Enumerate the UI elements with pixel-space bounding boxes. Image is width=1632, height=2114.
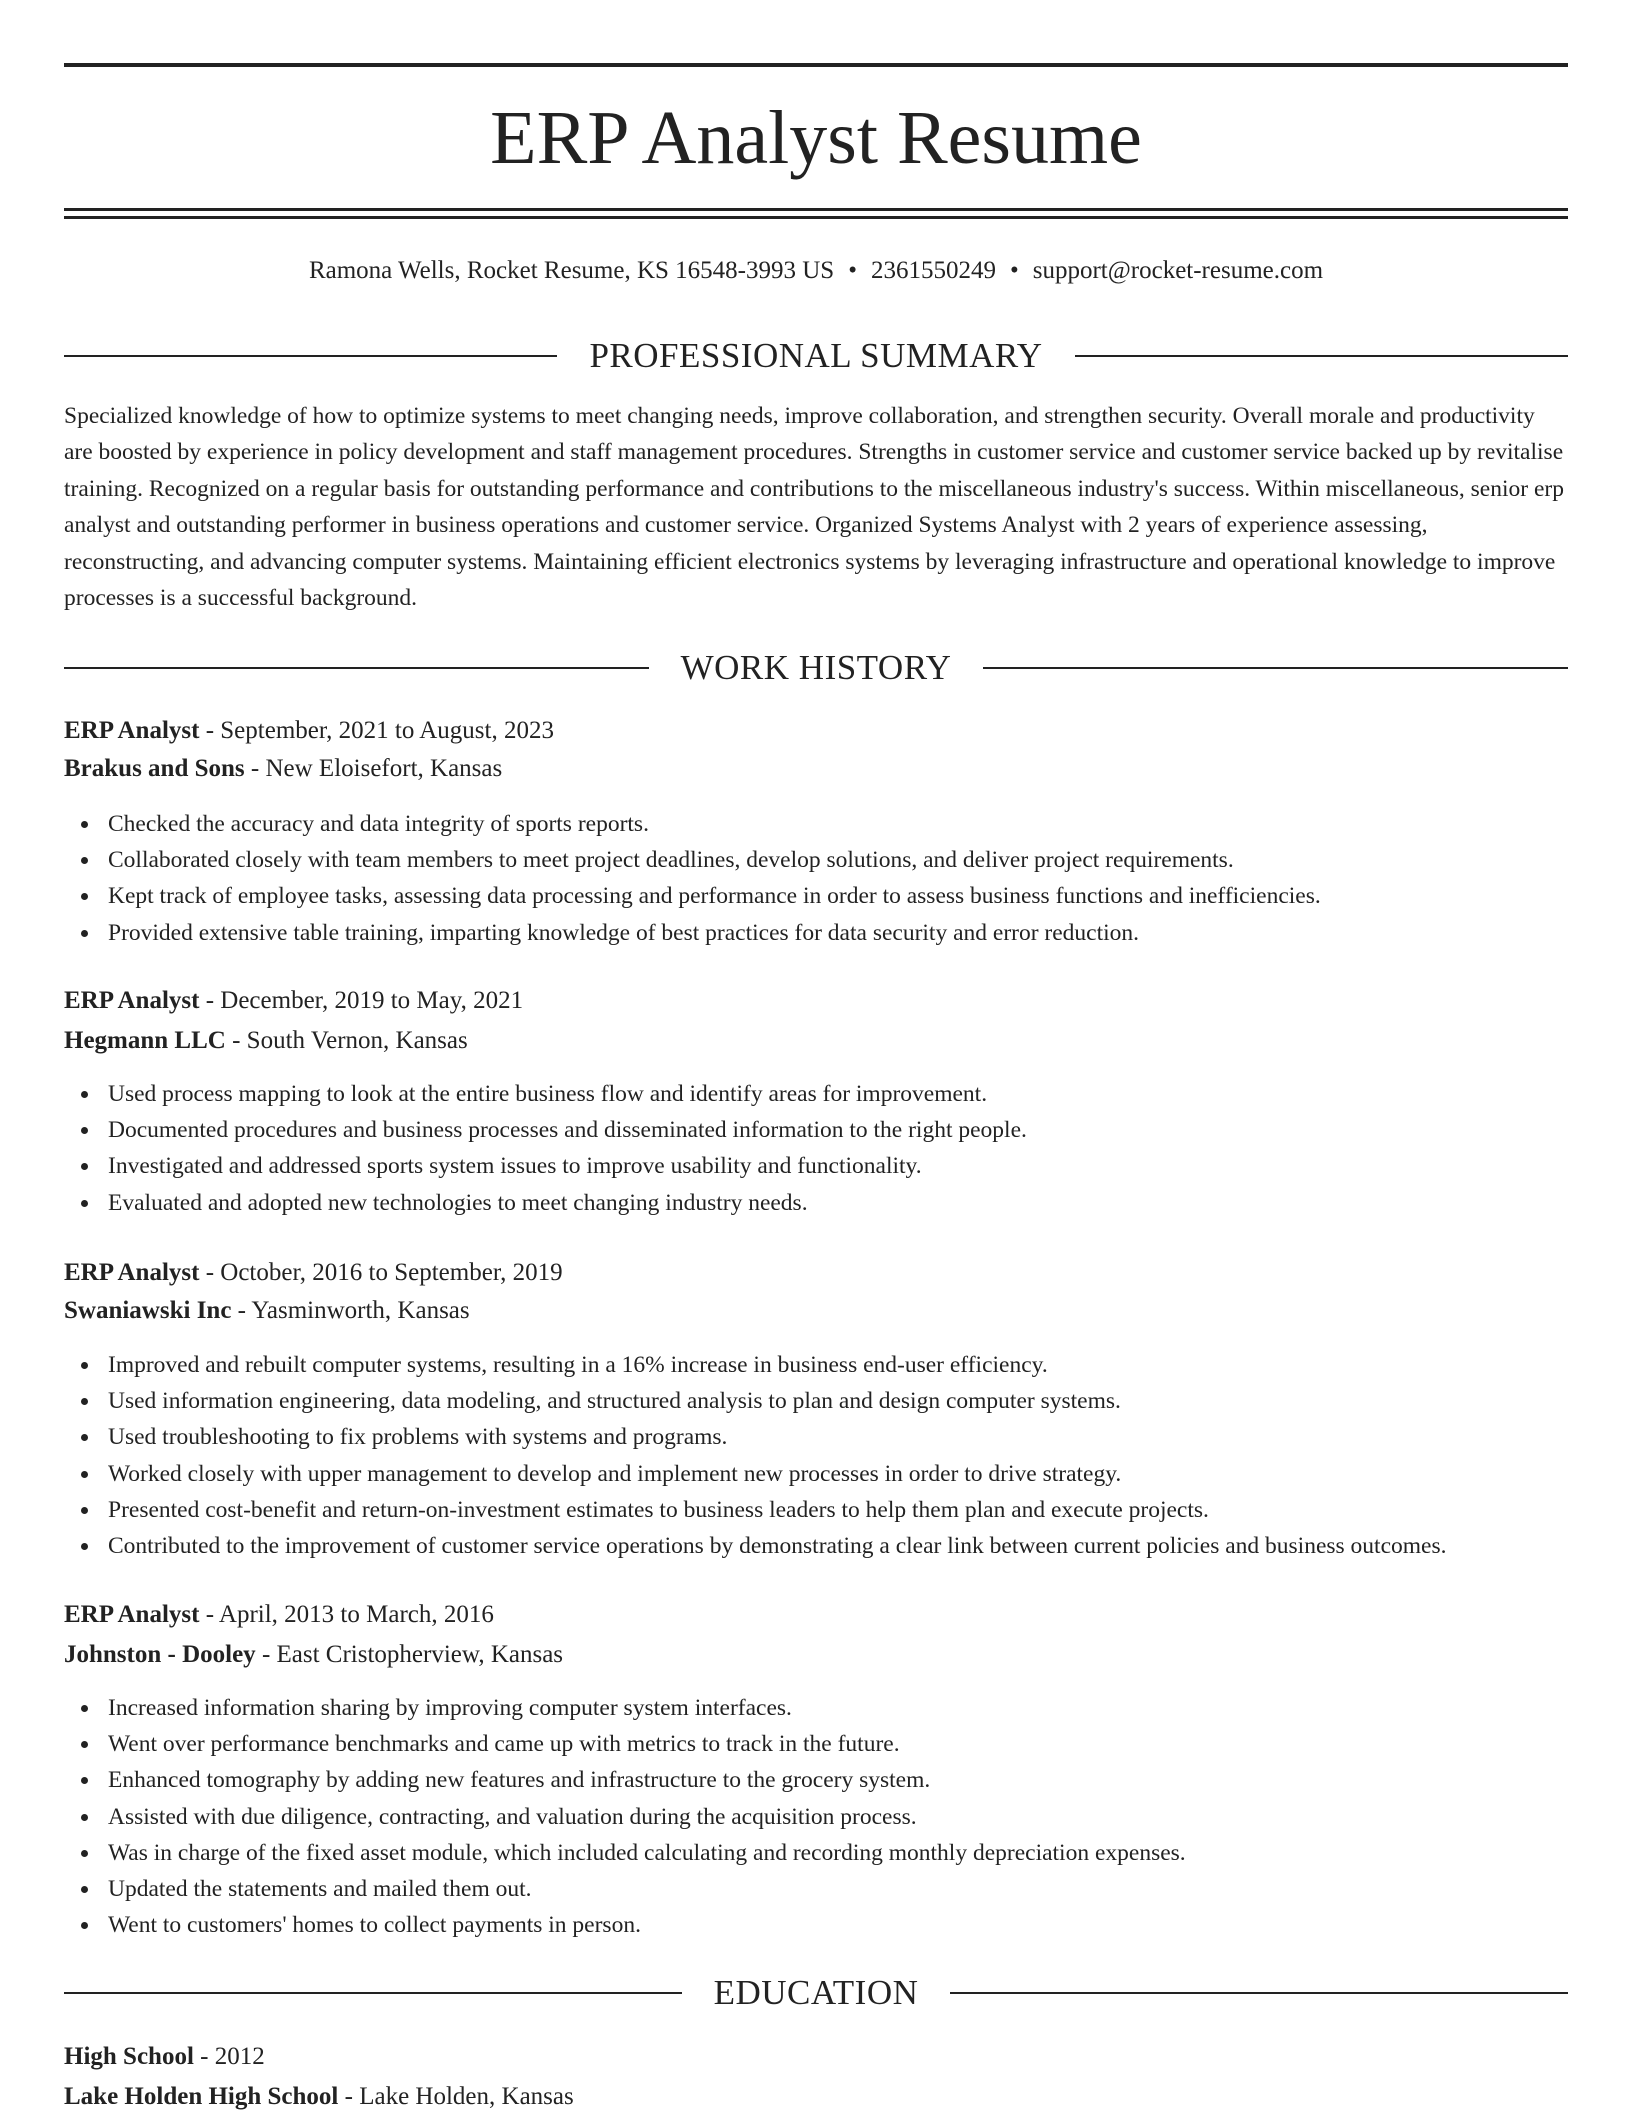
list-item: Used process mapping to look at the entire business flow and identify areas for improvement. [108,1076,1612,1112]
job-title: ERP Analyst [64,717,200,744]
title-rule-upper [64,208,1568,211]
job-location: - East Cristopherview, Kansas [255,1641,564,1668]
job-dates: - December, 2019 to May, 2021 [199,987,524,1014]
job-dates: - September, 2021 to August, 2023 [199,717,554,744]
job-company: Swaniawski Inc [64,1297,232,1324]
heading-rule-left [64,1992,682,1994]
top-rule [64,63,1568,67]
list-item: Investigated and addressed sports system issues to improve usability and functionality. [108,1148,1612,1184]
job-company: Hegmann LLC [64,1027,226,1054]
list-item: Assisted with due diligence, contracting, and valuation during the acquisition process. [108,1799,1612,1835]
education-degree: High School [64,2043,194,2070]
heading-rule-left [64,355,557,357]
job-bullets [64,806,1612,951]
job-title-line [64,984,1568,1018]
job-bullets [64,1690,1612,1943]
job-company-line [64,1638,1568,1672]
heading-rule-right [950,1992,1568,1994]
list-item: Used troubleshooting to fix problems with systems and programs. [108,1419,1612,1455]
education-school-line [64,2080,1568,2114]
list-item: Kept track of employee tasks, assessing data processing and performance in order to assess business functions and inefficiencies. [108,878,1612,914]
list-item: Increased information sharing by improving computer system interfaces. [108,1690,1612,1726]
list-item: Checked the accuracy and data integrity of sports reports. [108,806,1612,842]
contact-separator: • [1009,257,1019,284]
job-company-line [64,1024,1568,1058]
contact-address: Ramona Wells, Rocket Resume, KS 16548-3993 US [308,257,835,284]
list-item: Collaborated closely with team members to meet project deadlines, develop solutions, and deliver project requirements. [108,842,1612,878]
education-heading-label: EDUCATION [713,1973,919,2012]
contact-email: support@rocket-resume.com [1032,257,1324,284]
job-bullets [64,1347,1612,1564]
education-location: - Lake Holden, Kansas [338,2083,574,2110]
job-title-line [64,714,1568,748]
title-rule-lower [64,216,1568,219]
job-location: - Yasminworth, Kansas [231,1297,470,1324]
heading-rule-right [1075,355,1568,357]
list-item: Provided extensive table training, imparting knowledge of best practices for data security and error reduction. [108,915,1612,951]
job-title: ERP Analyst [64,1601,200,1628]
list-item: Enhanced tomography by adding new features and infrastructure to the grocery system. [108,1762,1612,1798]
list-item: Improved and rebuilt computer systems, resulting in a 16% increase in business end-user efficiency. [108,1347,1612,1383]
job-dates: - October, 2016 to September, 2019 [199,1259,563,1286]
list-item: Went to customers' homes to collect payments in person. [108,1907,1612,1943]
job-title: ERP Analyst [64,987,200,1014]
list-item: Presented cost-benefit and return-on-investment estimates to business leaders to help them plan and execute projects. [108,1492,1612,1528]
heading-rule-right [983,667,1568,669]
list-item: Was in charge of the fixed asset module, which included calculating and recording monthly depreciation expenses. [108,1835,1612,1871]
heading-rule-left [64,667,649,669]
list-item: Worked closely with upper management to develop and implement new processes in order to drive strategy. [108,1456,1612,1492]
work-history-heading-label: WORK HISTORY [680,648,952,687]
job-bullets [64,1076,1612,1221]
list-item: Documented procedures and business processes and disseminated information to the right people. [108,1112,1612,1148]
contact-line [64,254,1568,288]
summary-text: Specialized knowledge of how to optimize systems to meet changing needs, improve collaboration, and strengthen security. Overall morale and productivity are boosted by experience in policy development and staff management procedures. Strengths in customer service and customer service backed up by revitalise training. Recognized on a regular basis for outstanding performance and contributions to the miscellaneous industry's success. Within miscellaneous, senior erp analyst and outstanding performer in business operations and customer service. Organized Systems Analyst with 2 years of experience assessing, reconstructing, and advancing computer systems. Maintaining efficient electronics systems by leveraging infrastructure and operational knowledge to improve processes is a successful background. [64,403,1564,612]
job-location: - New Eloisefort, Kansas [244,755,503,782]
job-location: - South Vernon, Kansas [225,1027,468,1054]
education-heading [64,1973,1568,2013]
page-title: ERP Analyst Resume [490,96,1142,180]
education-year: - 2012 [193,2043,265,2070]
work-history-heading [64,648,1568,688]
job-company: Johnston - Dooley [64,1641,256,1668]
job-title-line [64,1598,1568,1632]
education-school: Lake Holden High School [64,2083,339,2110]
summary-heading [64,336,1568,376]
list-item: Contributed to the improvement of customer service operations by demonstrating a clear link between current policies and business outcomes. [108,1528,1612,1564]
contact-separator: • [848,257,857,284]
job-dates: - April, 2013 to March, 2016 [199,1601,494,1628]
list-item: Went over performance benchmarks and came up with metrics to track in the future. [108,1726,1612,1762]
summary-heading-label: PROFESSIONAL SUMMARY [589,336,1043,375]
list-item: Evaluated and adopted new technologies to meet changing industry needs. [108,1185,1612,1221]
job-company-line [64,1294,1568,1328]
job-company-line [64,752,1568,786]
education-degree-line [64,2040,1568,2074]
list-item: Updated the statements and mailed them out. [108,1871,1612,1907]
contact-phone: 2361550249 [870,257,996,284]
list-item: Used information engineering, data modeling, and structured analysis to plan and design computer systems. [108,1383,1612,1419]
job-title: ERP Analyst [64,1259,200,1286]
job-company: Brakus and Sons [64,755,245,782]
job-title-line [64,1256,1568,1290]
